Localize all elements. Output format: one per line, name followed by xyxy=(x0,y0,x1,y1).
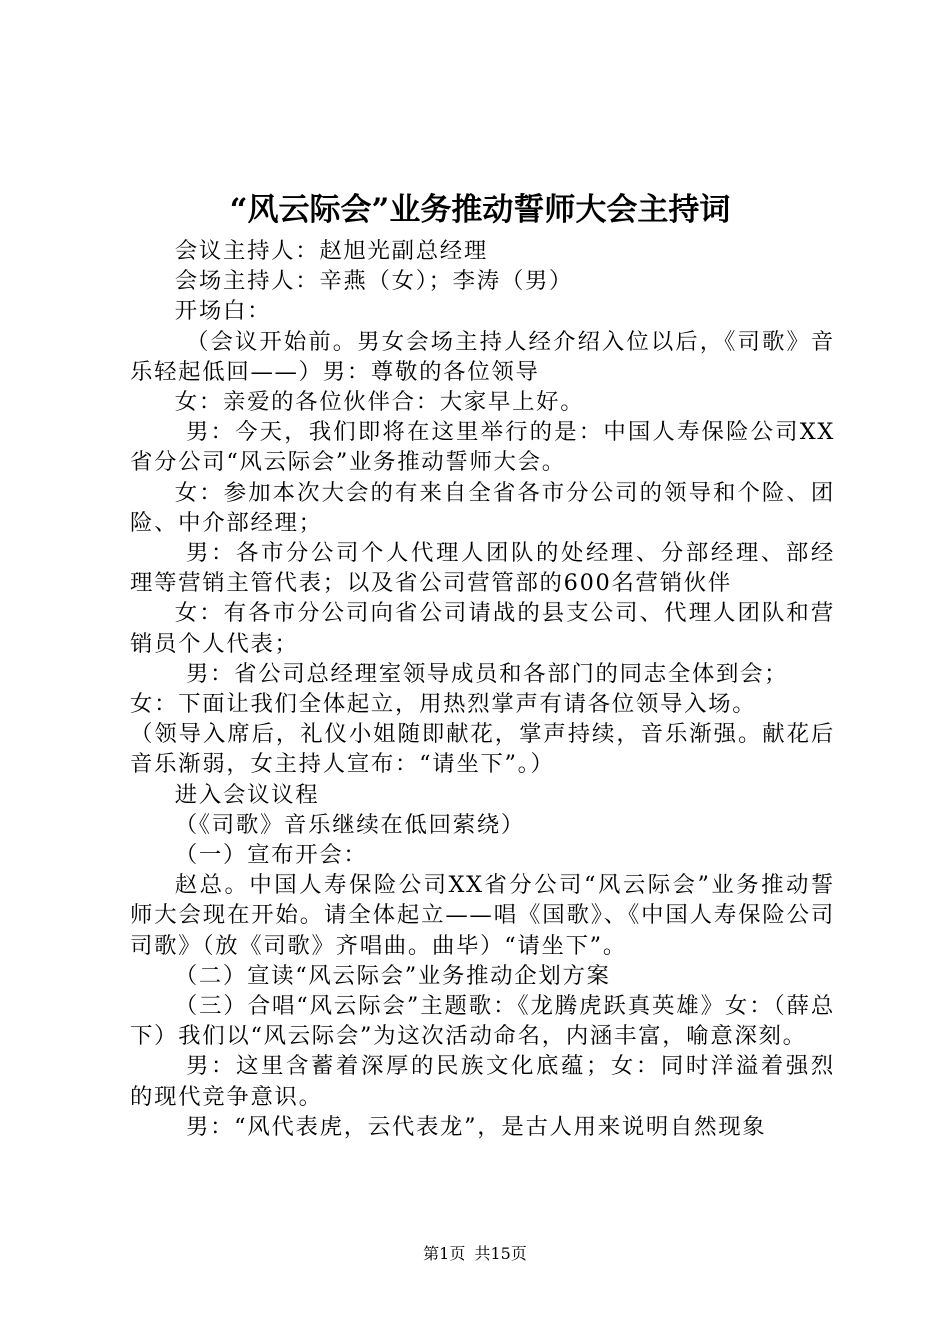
page-number: 第1页 xyxy=(423,1244,466,1263)
paragraph-venue-hosts: 会场主持人：辛燕（女）；李涛（男） xyxy=(174,268,574,295)
paragraph: 女：下面让我们全体起立，用热烈掌声有请各位领导入场。 xyxy=(130,691,757,718)
paragraph: 女：亲爱的各位伙伴合：大家早上好。 xyxy=(174,389,585,416)
paragraph-section-3: （三）合唱“风云际会”主题歌：《龙腾虎跃真英雄》女：（薛总下）我们以“风云际会”为这次活动命名，内涵丰富，喻意深刻。 xyxy=(130,993,835,1050)
paragraph: 男：今天，我们即将在这里举行的是：中国人寿保险公司XX省分公司“风云际会”业务推动誓师大会。 xyxy=(130,419,835,476)
document-title: “风云际会”业务推动誓师大会主持词 xyxy=(229,192,731,228)
paragraph: 男：省公司总经理室领导成员和各部门的同志全体到会； xyxy=(186,660,789,687)
paragraph: 女：参加本次大会的有来自全省各市分公司的领导和个险、团险、中介部经理； xyxy=(130,479,835,536)
paragraph: （会议开始前。男女会场主持人经介绍入位以后，《司歌》音乐轻起低回——）男：尊敬的各位领导 xyxy=(130,328,835,385)
paragraph: 女：有各市分公司向省公司请战的县支公司、代理人团队和营销员个人代表； xyxy=(130,600,835,657)
page-footer xyxy=(0,1242,950,1266)
page-total: 共15页 xyxy=(474,1244,527,1263)
paragraph-opening: 开场白： xyxy=(174,298,272,325)
paragraph: 男：这里含蓄着深厚的民族文化底蕴；女：同时洋溢着强烈的现代竞争意识。 xyxy=(130,1053,835,1110)
paragraph-section-2: （二）宣读“风云际会”业务推动企划方案 xyxy=(174,962,611,989)
paragraph-host: 会议主持人：赵旭光副总经理 xyxy=(174,238,488,264)
paragraph-agenda: 进入会议议程 xyxy=(174,781,320,808)
paragraph-section-1: （一）宣布开会： xyxy=(174,842,368,869)
paragraph: 男：“风代表虎，云代表龙”，是古人用来说明自然现象 xyxy=(186,1113,767,1140)
paragraph: 男：各市分公司个人代理人团队的处经理、分部经理、部经理等营销主管代表；以及省公司营管部的600名营销伙伴 xyxy=(130,540,835,597)
paragraph: （领导入席后，礼仪小姐随即献花，掌声持续，音乐渐强。献花后音乐渐弱，女主持人宣布：“请坐下”。） xyxy=(130,721,835,778)
paragraph: 赵总。中国人寿保险公司XX省分公司“风云际会”业务推动誓师大会现在开始。请全体起立——唱《国歌》、《中国人寿保险公司司歌》（放《司歌》齐唱曲。曲毕）“请坐下”。 xyxy=(130,872,835,959)
paragraph: （《司歌》音乐继续在低回萦绕） xyxy=(174,811,525,838)
document-body xyxy=(130,236,835,1142)
